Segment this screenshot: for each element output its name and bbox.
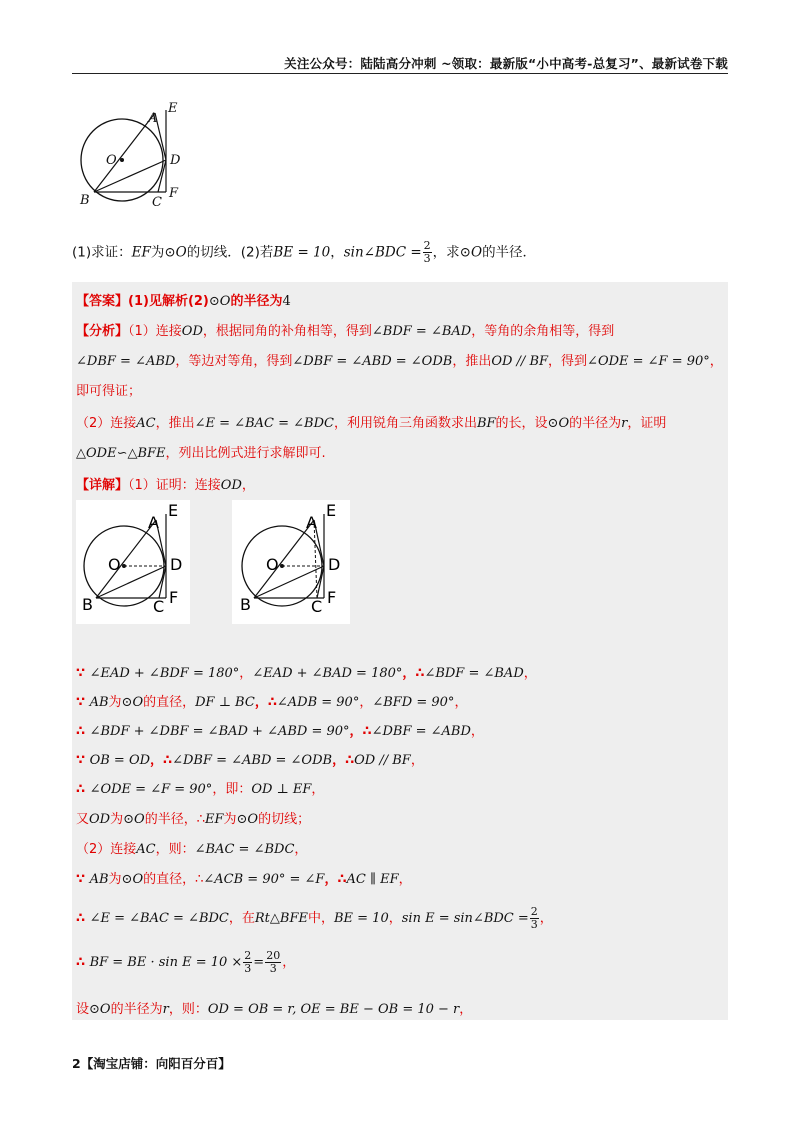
svg-text:E: E bbox=[168, 501, 179, 520]
svg-text:C: C bbox=[311, 597, 323, 616]
answer-line: 【答案】(1)见解析(2)⊙O的半径为4 bbox=[76, 294, 291, 309]
label-B: B bbox=[80, 193, 90, 208]
analysis-line-4: （2）连接AC，推出∠E = ∠BAC = ∠BDC，利用锐角三角函数求出BF的长，设⊙O的半径为r，证明 bbox=[76, 416, 667, 431]
detail-line-4: ∵ OB = OD，∴∠DBF = ∠ABD = ∠ODB，∴OD // BF， bbox=[76, 753, 424, 768]
question-text: (1)求证：EF为⊙O的切线．(2)若BE = 10，sin∠BDC = $\frac{2}{3}$ ，求⊙O的半径． bbox=[72, 239, 537, 265]
detail-line-2: ∵ AB为⊙O的直径，DF ⊥ BC，∴∠ADB = 90°，∠BFD = 90°， bbox=[76, 695, 468, 710]
svg-text:F: F bbox=[169, 588, 179, 607]
geometry-figure-detail-2 bbox=[232, 500, 350, 624]
geometry-figure-main bbox=[72, 98, 192, 214]
analysis-line-5: △ODE∽△BFE，列出比例式进行求解即可. bbox=[76, 446, 326, 461]
svg-text:A: A bbox=[306, 513, 317, 532]
page-footer: 2【淘宝店铺：向阳百分百】 bbox=[72, 1056, 231, 1071]
svg-text:D: D bbox=[170, 555, 183, 574]
detail-line-3: ∴ ∠BDF + ∠DBF = ∠BAD + ∠ABD = 90°，∴∠DBF = ∠ABD， bbox=[76, 724, 484, 739]
detail-line-6: 又OD为⊙O的半径，∴EF为⊙O的切线； bbox=[76, 812, 311, 827]
detail-line-1: ∵ ∠EAD + ∠BDF = 180°，∠EAD + ∠BAD = 180°，∴∠BDF = ∠BAD， bbox=[76, 666, 537, 681]
svg-text:O: O bbox=[108, 555, 121, 574]
svg-text:B: B bbox=[82, 595, 93, 614]
detail-line-10: ∴ BF = BE · sin E = 10 × $\frac{2}{3}$ = $\frac{20}{3}$ ， bbox=[76, 949, 296, 975]
detail-line-8: ∵ AB为⊙O的直径，∴∠ACB = 90° = ∠F，∴AC ∥ EF， bbox=[76, 872, 412, 887]
label-O: O bbox=[106, 153, 117, 168]
detail-line-11: 设⊙O的半径为r，则：OD = OB = r, OE = BE − OB = 10 − r， bbox=[76, 1002, 473, 1017]
label-C: C bbox=[152, 195, 162, 210]
detail-line-7: （2）连接AC，则：∠BAC = ∠BDC， bbox=[76, 842, 308, 857]
detail-line-0: 【详解】（1）证明：连接OD， bbox=[76, 478, 255, 493]
label-F: F bbox=[169, 186, 179, 201]
detail-line-9: ∴ ∠E = ∠BAC = ∠BDC，在Rt△BFE中，BE = 10，sin E = sin∠BDC = $\frac{2}{3}$ ， bbox=[76, 905, 553, 931]
label-D: D bbox=[170, 153, 181, 168]
svg-text:O: O bbox=[266, 555, 279, 574]
svg-text:C: C bbox=[153, 597, 165, 616]
header-divider bbox=[72, 73, 728, 74]
svg-text:D: D bbox=[328, 555, 341, 574]
svg-text:E: E bbox=[326, 501, 337, 520]
label-E: E bbox=[168, 101, 178, 116]
analysis-line-3: 即可得证； bbox=[76, 384, 142, 399]
detail-line-5: ∴ ∠ODE = ∠F = 90°，即：OD ⊥ EF， bbox=[76, 782, 325, 797]
label-A: A bbox=[148, 111, 158, 126]
analysis-line-1: 【分析】（1）连接OD，根据同角的补角相等，得到∠BDF = ∠BAD，等角的余角相等，得到 bbox=[76, 324, 615, 339]
page-header: 关注公众号：陆陆高分冲刺 ~领取：最新版“小中高考-总复习”、最新试卷下载 bbox=[284, 56, 728, 71]
svg-text:A: A bbox=[148, 513, 159, 532]
geometry-figure-detail-1 bbox=[76, 500, 190, 624]
svg-text:B: B bbox=[240, 595, 251, 614]
analysis-line-2: ∠DBF = ∠ABD，等边对等角，得到∠DBF = ∠ABD = ∠ODB，推出OD // BF，得到∠ODE = ∠F = 90°， bbox=[76, 354, 723, 369]
svg-text:F: F bbox=[327, 588, 337, 607]
